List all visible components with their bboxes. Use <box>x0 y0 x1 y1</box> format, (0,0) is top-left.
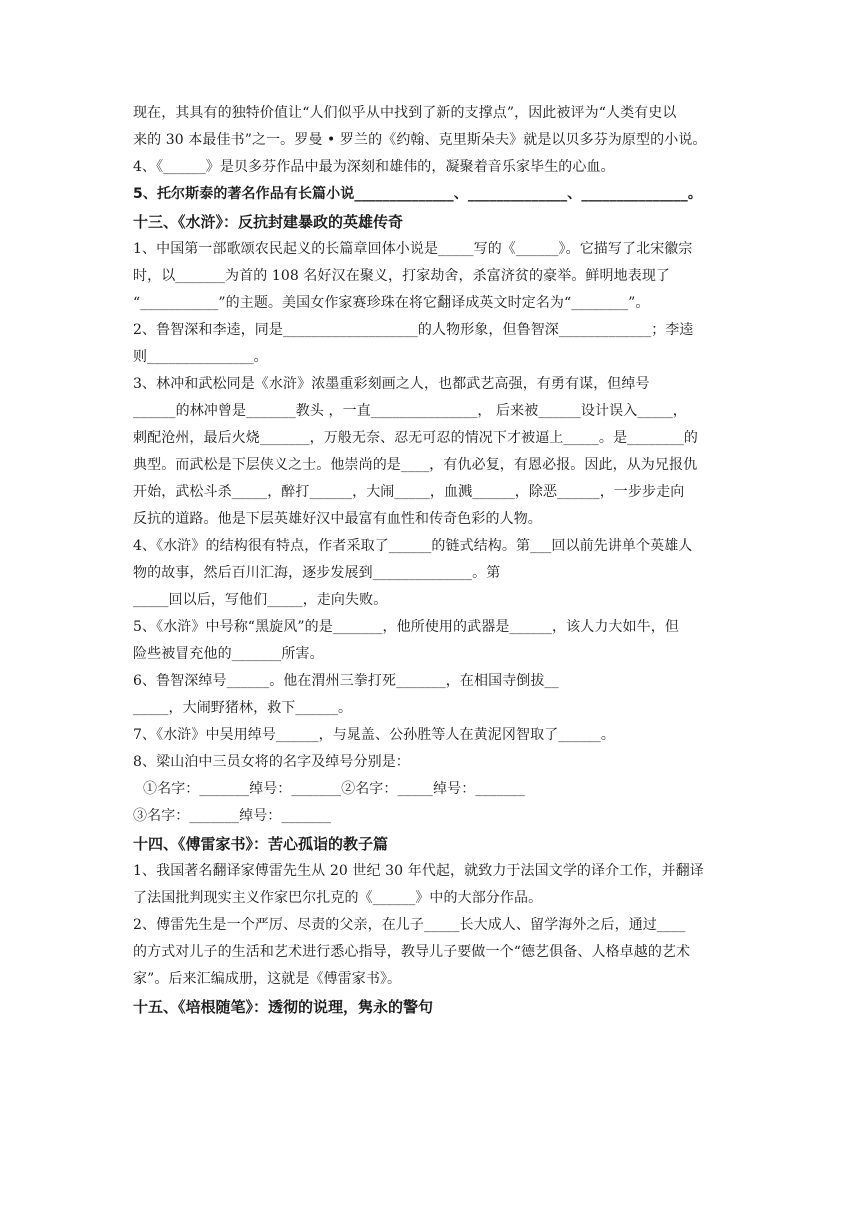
text-line: 了法国批判现实主义作家巴尔扎克的《______》中的大部分作品。 <box>133 890 543 906</box>
text-line: 8、梁山泊中三员女将的名字及绰号分别是： <box>133 754 410 770</box>
text-line: ______的林冲曾是_______教头 ，一直_______________， 后来被______设计误入_____， <box>133 403 687 419</box>
text-line: ③名字：_______绰号：_______ <box>133 808 332 824</box>
text-line: 现在，其具有的独特价值让“人们似乎从中找到了新的支撑点”，因此被评为“人类有史以 <box>133 105 677 121</box>
text-line: 3、林冲和武松同是《水浒》浓墨重彩刻画之人，也都武艺高强，有勇有谋，但绰号 <box>133 376 650 392</box>
text-line: 来的 30 本最佳书”之一。罗曼 • 罗兰的《约翰、克里斯朵夫》就是以贝多芬为原型的小说。 <box>133 132 707 148</box>
text-line: 物的故事，然后百川汇海，逐步发展到______________。第 <box>133 565 501 581</box>
text-line: 时，以_______为首的 108 名好汉在聚义，打家劫舍，杀富济贫的豪举。鲜明地表现了 <box>133 268 671 284</box>
text-line: 反抗的道路。他是下层英雄好汉中最富有血性和传奇色彩的人物。 <box>133 511 542 527</box>
text-line: ①名字：_______绰号：_______②名字：_____绰号：_______ <box>143 781 525 797</box>
text-line: 则_______________。 <box>133 349 268 365</box>
section-heading: 十五、《培根随笔》：透彻的说理，隽永的警句 <box>133 998 434 1016</box>
text-line: _____，大闹野猪林，救下______。 <box>133 700 353 716</box>
text-line: _____回以后，写他们_____，走向失败。 <box>133 592 388 608</box>
text-line: 1、我国著名翻译家傅雷先生从 20 世纪 30 年代起，就致力于法国文学的译介工作，并翻译 <box>133 863 704 879</box>
text-line: 4、《______》是贝多芬作品中最为深刻和雄伟的，凝聚着音乐家毕生的心血。 <box>133 159 615 175</box>
text-line: 的方式对儿子的生活和艺术进行悉心指导，教导儿子要做一个“德艺俱备、人格卓越的艺术 <box>133 944 691 960</box>
text-line: 2、鲁智深和李逵，同是___________________的人物形象，但鲁智深_____________；李逵 <box>133 322 694 338</box>
text-line: 6、鲁智深绰号______。他在渭州三拳打死_______，在相国寺倒拔__ <box>133 673 559 689</box>
text-line: 家”。后来汇编成册，这就是《傅雷家书》。 <box>133 971 402 987</box>
text-line: 7、《水浒》中吴用绰号______，与晁盖、公孙胜等人在黄泥冈智取了______。 <box>133 727 616 743</box>
text-line: 刺配沧州，最后火烧_______，万般无奈、忍无可忍的情况下才被逼上_____。是________的 <box>133 430 698 446</box>
section-heading: 十三、《水浒》：反抗封建暴政的英雄传奇 <box>133 213 404 231</box>
text-line: 险些被冒充他的_______所害。 <box>133 646 324 662</box>
text-line: 5、《水浒》中号称“黑旋风”的是_______，他所使用的武器是______，该人力大如牛，但 <box>133 619 679 635</box>
text-line: 5、托尔斯泰的著名作品有长篇小说______________、______________、_______________。 <box>133 186 702 202</box>
text-line: 1、中国第一部歌颂农民起义的长篇章回体小说是_____写的《______》。它描写了北宋徽宗 <box>133 241 693 257</box>
text-line: 4、《水浒》的结构很有特点，作者采取了______的链式结构。第___回以前先讲单个英雄人 <box>133 538 693 554</box>
document-page <box>133 100 733 1021</box>
text-line: 开始，武松斗杀_____，醉打______，大闹_____，血溅______，除恶______，一步步走向 <box>133 484 685 500</box>
text-line: 典型。而武松是下层侠义之士。他崇尚的是____，有仇必复，有恩必报。因此，从为兄报仇 <box>133 457 698 473</box>
section-heading: 十四、《傅雷家书》：苦心孤诣的教子篇 <box>133 835 389 853</box>
text-line: 2、傅雷先生是一个严厉、尽责的父亲，在儿子_____长大成人、留学海外之后，通过____ <box>133 917 686 933</box>
text-line: “___________”的主题。美国女作家赛珍珠在将它翻译成英文时定名为“________”。 <box>133 295 650 311</box>
